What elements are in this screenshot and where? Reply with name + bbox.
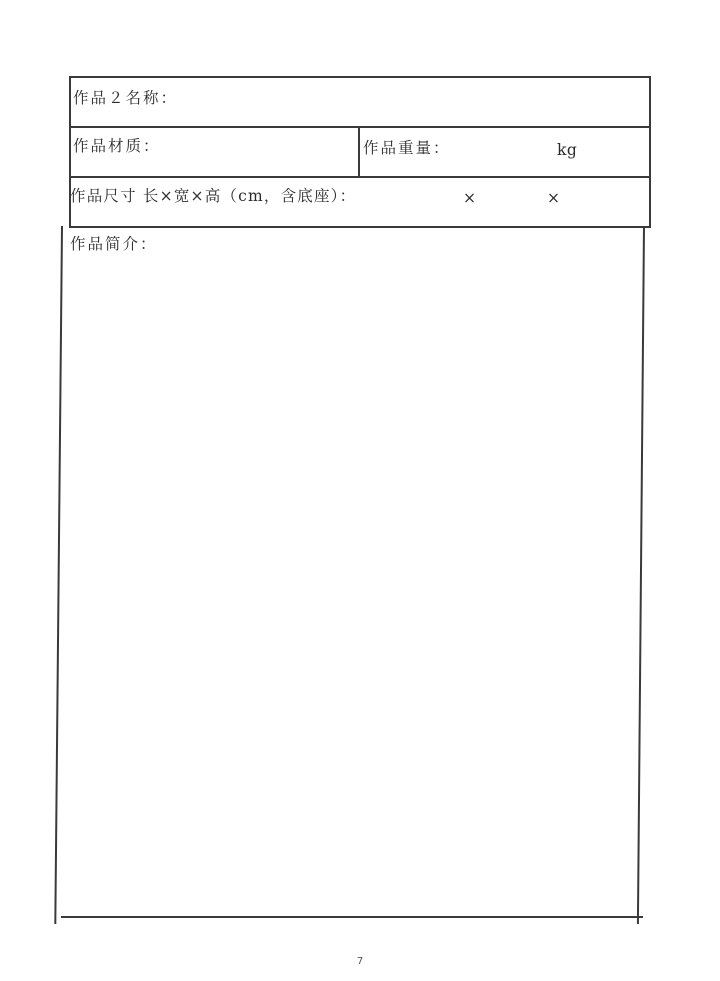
row-divider-3: [69, 226, 651, 228]
table-border-right-lower: [637, 226, 645, 924]
work-weight-label: 作品重量：: [363, 139, 451, 157]
table-border-right: [649, 76, 651, 226]
weight-unit: kg: [557, 141, 578, 159]
page-number: 7: [356, 956, 364, 967]
work-material-label: 作品材质：: [73, 137, 161, 155]
row-divider-1: [69, 126, 651, 128]
size-multiply-sign-1: ×: [463, 189, 477, 207]
work-size-label: 作品尺寸 长×宽×高（cm，含底座）：: [70, 187, 357, 205]
table-border-top: [69, 76, 651, 78]
work-introduction-label: 作品简介：: [70, 235, 158, 253]
entry-form-table: [61, 76, 643, 924]
column-divider-material-weight: [358, 126, 360, 176]
row-divider-2: [69, 176, 651, 178]
work-name-label: 作品２名称：: [73, 89, 179, 107]
size-multiply-sign-2: ×: [547, 189, 561, 207]
table-border-left-lower: [54, 226, 62, 924]
table-border-bottom: [61, 916, 643, 918]
